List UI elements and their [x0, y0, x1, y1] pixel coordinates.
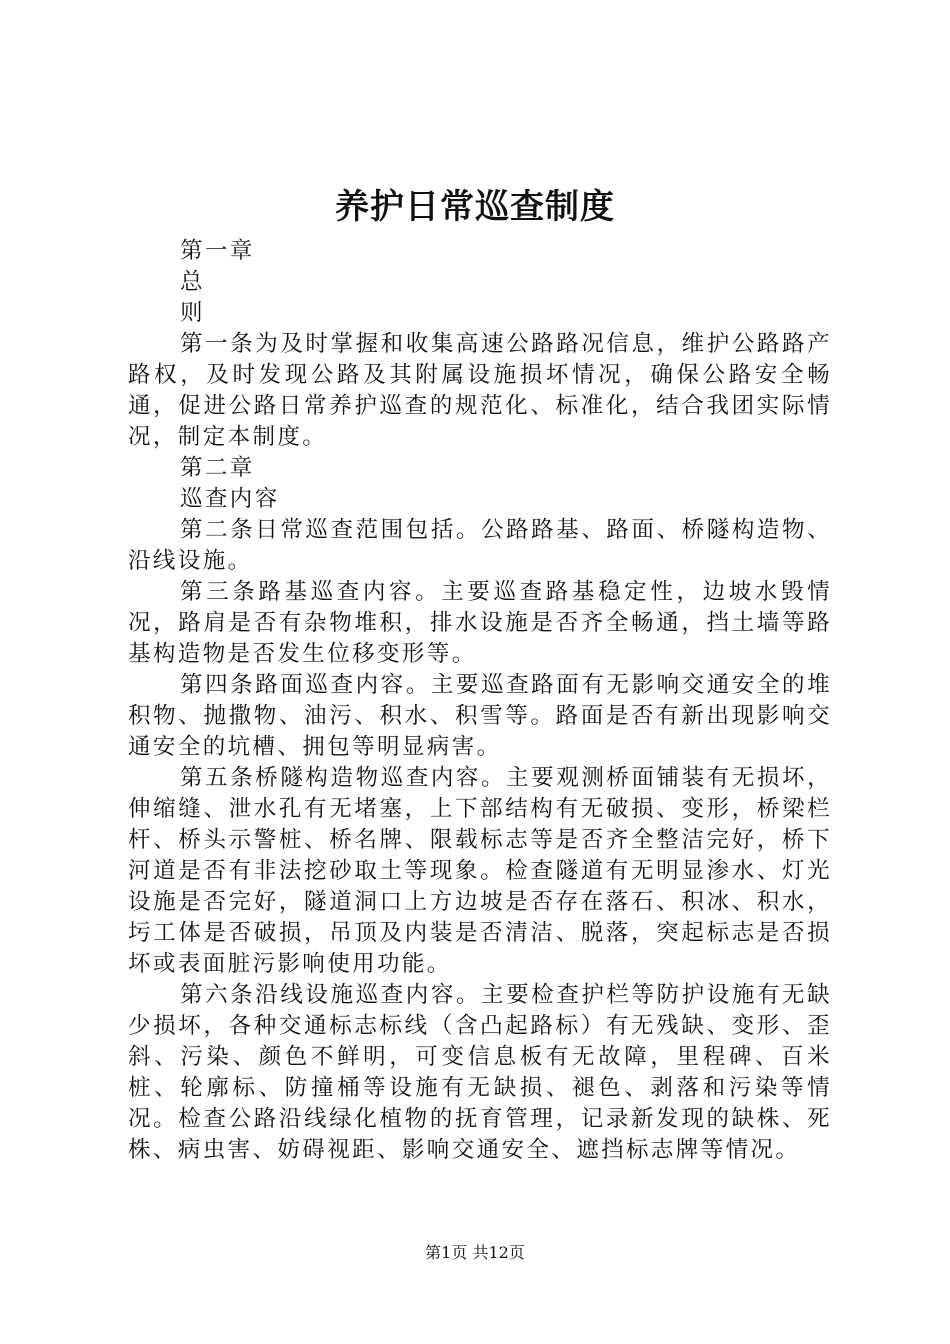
article-2-paragraph: 第二条日常巡查范围包括。公路路基、路面、桥隧构造物、沿线设施。: [128, 517, 832, 574]
page-number-footer: 第1页 共12页: [425, 1243, 525, 1262]
chapter-1-title-part-1: 总: [180, 269, 205, 295]
document-title: 养护日常巡查制度: [335, 187, 615, 227]
article-3-paragraph: 第三条路基巡查内容。主要巡查路基稳定性，边坡水毁情况，路肩是否有杂物堆积，排水设施是否齐全畅通，挡土墙等路基构造物是否发生位移变形等。: [128, 579, 832, 667]
chapter-2-heading: 第二章: [180, 455, 255, 481]
article-1-paragraph: 第一条为及时掌握和收集高速公路路况信息，维护公路路产路权，及时发现公路及其附属设施损坏情况，确保公路安全畅通，促进公路日常养护巡查的规范化、标准化，结合我团实际情况，制定本制度。: [128, 331, 832, 450]
article-4-paragraph: 第四条路面巡查内容。主要巡查路面有无影响交通安全的堆积物、抛撒物、油污、积水、积雪等。路面是否有新出现影响交通安全的坑槽、拥包等明显病害。: [128, 672, 832, 760]
article-6-paragraph: 第六条沿线设施巡查内容。主要检查护栏等防护设施有无缺少损坏，各种交通标志标线（含凸起路标）有无残缺、变形、歪斜、污染、颜色不鲜明，可变信息板有无故障，里程碑、百米桩、轮廓标、防撞桶等设施有无缺损、褪色、剥落和污染等情况。检查公路沿线绿化植物的抚育管理，记录新发现的缺株、死株、病虫害、妨碍视距、影响交通安全、遮挡标志牌等情况。: [128, 982, 832, 1163]
article-5-paragraph: 第五条桥隧构造物巡查内容。主要观测桥面铺装有无损坏，伸缩缝、泄水孔有无堵塞，上下部结构有无破损、变形，桥梁栏杆、桥头示警桩、桥名牌、限载标志等是否齐全整洁完好，桥下河道是否有非法挖砂取土等现象。检查隧道有无明显渗水、灯光设施是否完好，隧道洞口上方边坡是否存在落石、积冰、积水，圬工体是否破损，吊顶及内装是否清洁、脱落，突起标志是否损坏或表面脏污影响使用功能。: [128, 765, 832, 977]
chapter-2-title: 巡查内容: [180, 486, 280, 512]
chapter-1-heading: 第一章: [180, 238, 255, 264]
chapter-1-title-part-2: 则: [180, 300, 205, 326]
document-body: [128, 236, 832, 1166]
